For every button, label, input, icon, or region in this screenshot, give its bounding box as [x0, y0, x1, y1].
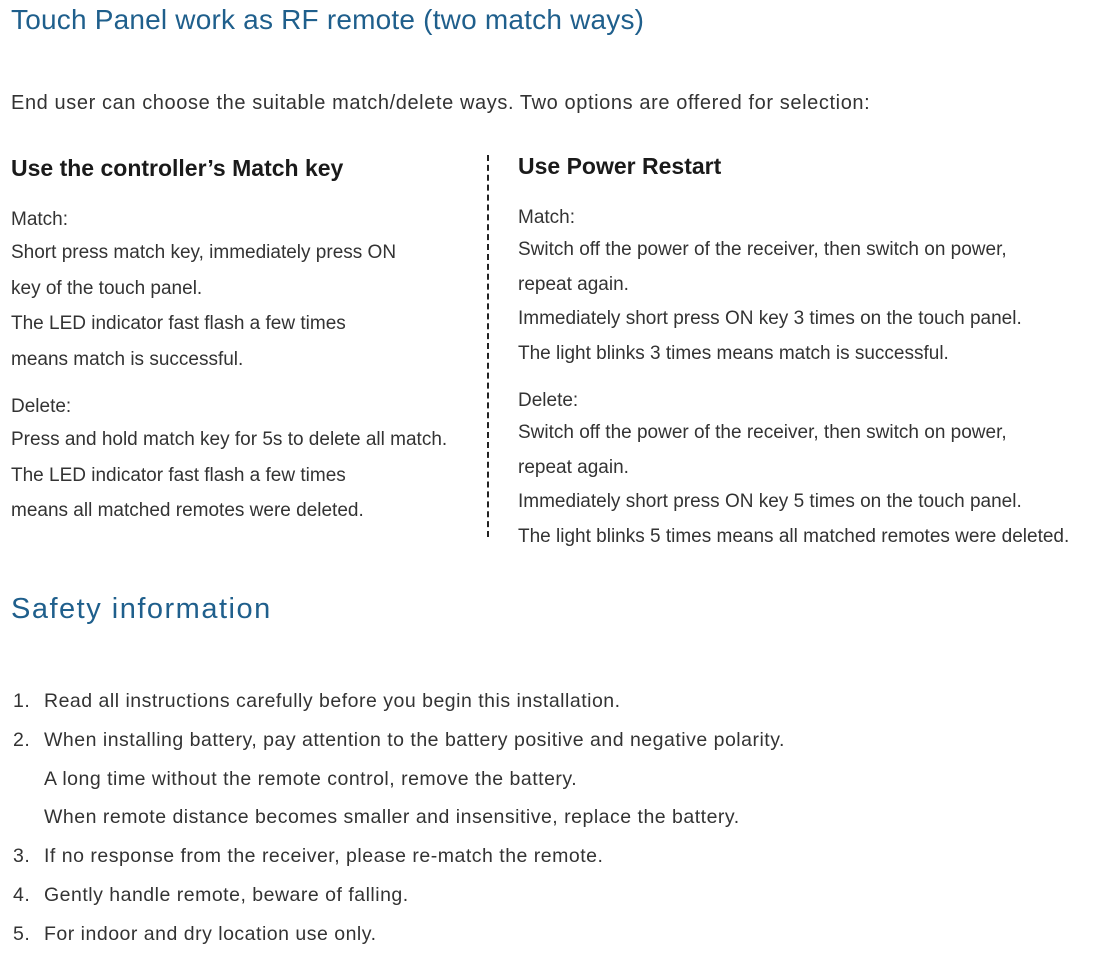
right-match-line: Immediately short press ON key 3 times on the touch panel. [518, 308, 1022, 329]
safety-item [13, 682, 785, 721]
right-delete-line: The light blinks 5 times means all matched remotes were deleted. [518, 525, 1070, 547]
safety-list [13, 682, 785, 954]
safety-title: Safety information [11, 593, 272, 625]
safety-item-number: 3. [13, 845, 31, 868]
right-match-line: repeat again. [518, 273, 629, 295]
controller-match-key-title: Use the controller’s Match key [11, 155, 344, 181]
right-delete-line: Immediately short press ON key 5 times on the touch panel. [518, 491, 1022, 512]
safety-item-number: 5. [13, 922, 31, 945]
safety-item-text: For indoor and dry location use only. [44, 922, 377, 945]
intro-text: End user can choose the suitable match/delete ways. Two options are offered for selection: [11, 92, 871, 114]
right-match-line: Switch off the power of the receiver, then switch on power, [518, 239, 1007, 260]
safety-item-subline: When remote distance becomes smaller and insensitive, replace the battery. [44, 806, 740, 829]
left-delete-line: means all matched remotes were deleted. [11, 500, 364, 521]
left-delete-line: Press and hold match key for 5s to delete all match. [11, 429, 448, 450]
safety-item [13, 721, 785, 837]
safety-item-number: 2. [13, 728, 31, 751]
safety-item [13, 915, 785, 954]
safety-item-text: When installing battery, pay attention to the battery positive and negative polarity. [44, 728, 785, 751]
left-match-line: The LED indicator fast flash a few times [11, 313, 346, 334]
power-restart-section [518, 148, 1108, 554]
power-restart-title: Use Power Restart [518, 153, 722, 179]
column-divider [487, 155, 489, 537]
page-title: Touch Panel work as RF remote (two match ways) [11, 4, 645, 35]
left-delete-label: Delete: [11, 396, 72, 417]
safety-item-text: Gently handle remote, beware of falling. [44, 883, 409, 906]
controller-match-key-section [11, 150, 471, 529]
safety-item-text: If no response from the receiver, please re-match the remote. [44, 845, 604, 868]
left-match-line: key of the touch panel. [11, 277, 203, 299]
left-delete-line: The LED indicator fast flash a few times [11, 464, 346, 486]
left-match-label: Match: [11, 209, 69, 230]
safety-item-subline: A long time without the remote control, remove the battery. [44, 767, 578, 790]
safety-item-text: Read all instructions carefully before you begin this installation. [44, 690, 621, 712]
right-delete-label: Delete: [518, 390, 579, 411]
left-match-line: means match is successful. [11, 348, 244, 370]
left-match-line: Short press match key, immediately press ON [11, 242, 397, 263]
right-delete-line: repeat again. [518, 456, 629, 478]
safety-item [13, 876, 785, 915]
right-match-line: The light blinks 3 times means match is successful. [518, 342, 949, 364]
safety-item-number: 4. [13, 883, 31, 906]
right-match-label: Match: [518, 207, 576, 228]
right-delete-line: Switch off the power of the receiver, then switch on power, [518, 422, 1007, 443]
safety-item [13, 837, 785, 876]
safety-item-number: 1. [13, 690, 31, 712]
